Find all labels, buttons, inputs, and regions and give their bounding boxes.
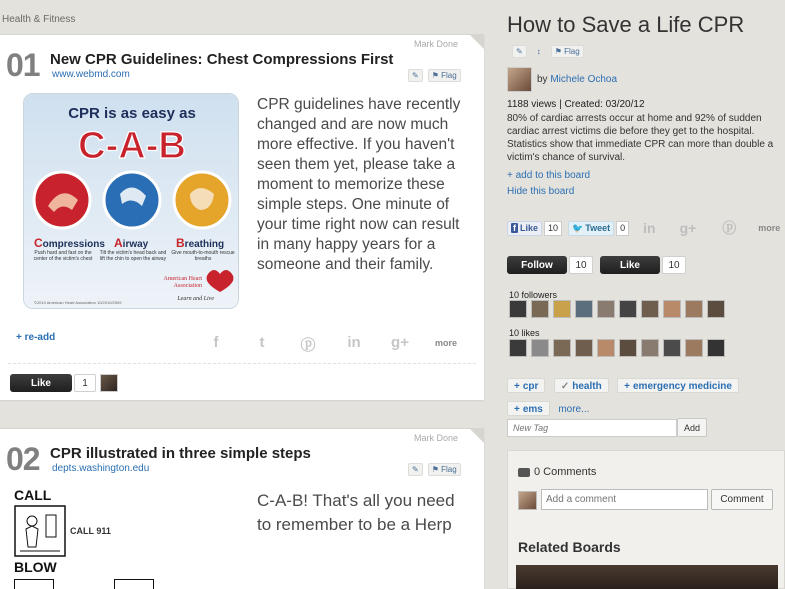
likes-label: 10 likes bbox=[509, 328, 540, 338]
twitter-bird-icon: 🐦 bbox=[572, 222, 584, 233]
card-description: CPR guidelines have recently changed and are now much more effective. If you haven't seen them yet, please take a moment to memorize these simple steps. One minute of your time right now can result in many happy years for a someone and their family. bbox=[257, 96, 461, 273]
follow-count: 10 bbox=[569, 256, 593, 274]
breathing-desc: Give mouth-to-mouth rescue breaths bbox=[171, 250, 235, 262]
board-description: 80% of cardiac arrests occur at home and 92% of sudden cardiac arrest victims die before they get to the hospital. Statistics show that immediate CPR can more than double a victim's chance of survival. bbox=[507, 113, 774, 163]
plus-icon: + bbox=[514, 381, 520, 392]
pinterest-icon[interactable]: ⓟ bbox=[300, 337, 316, 354]
flag-button[interactable] bbox=[428, 463, 461, 476]
board-like-count: 10 bbox=[662, 256, 686, 274]
facebook-like-button[interactable] bbox=[507, 221, 542, 236]
share-row bbox=[205, 334, 457, 352]
step-blow-row bbox=[14, 579, 234, 589]
board-share-more[interactable]: more bbox=[758, 223, 781, 233]
tweet-label: Tweet bbox=[585, 223, 611, 233]
card-number: 01 bbox=[6, 47, 40, 83]
liker-avatar[interactable] bbox=[575, 339, 593, 357]
corner-fold bbox=[470, 35, 484, 49]
breathing-label: Breathing bbox=[176, 236, 225, 250]
share-more-link[interactable]: more bbox=[435, 338, 458, 348]
cpr-infographic bbox=[24, 94, 239, 309]
board-meta: 1188 views | Created: 03/20/12 bbox=[507, 99, 645, 110]
tag-label: health bbox=[572, 381, 602, 392]
likers-avatars bbox=[509, 339, 725, 357]
reorder-icon[interactable]: ↕ bbox=[536, 47, 541, 56]
liker-avatar[interactable] bbox=[597, 339, 615, 357]
twitter-icon[interactable]: t bbox=[259, 334, 265, 351]
current-user-avatar bbox=[518, 491, 537, 510]
google-plus-icon[interactable]: g+ bbox=[679, 220, 697, 236]
pinterest-icon[interactable]: ⓟ bbox=[722, 220, 737, 236]
follower-avatar[interactable] bbox=[685, 300, 703, 318]
airway-desc: Tilt the victim's head back and lift the chin to open the airway bbox=[99, 250, 167, 262]
aha-name-1: American Heart bbox=[163, 276, 202, 282]
comment-button[interactable]: Comment bbox=[711, 489, 773, 510]
related-boards-title: Related Boards bbox=[518, 539, 621, 555]
card-source-link[interactable]: depts.washington.edu bbox=[52, 463, 150, 474]
readd-link[interactable]: + re-add bbox=[16, 332, 56, 343]
follow-button[interactable]: Follow bbox=[507, 256, 567, 274]
google-plus-icon[interactable]: g+ bbox=[391, 334, 409, 351]
follower-avatar[interactable] bbox=[641, 300, 659, 318]
board-title: How to Save a Life CPR bbox=[507, 12, 745, 37]
liker-avatar[interactable] bbox=[619, 339, 637, 357]
tweet-button[interactable] bbox=[568, 221, 614, 236]
aha-copyright: ©2010 American Heart Association 10/2010/2509 bbox=[34, 300, 122, 305]
author-avatar[interactable] bbox=[507, 67, 532, 92]
card-number: 02 bbox=[6, 441, 40, 477]
bookmark-card-1 bbox=[0, 34, 484, 400]
mark-done-button[interactable]: Mark Done bbox=[413, 39, 458, 49]
step-call: CALL bbox=[14, 487, 52, 503]
card-title[interactable]: New CPR Guidelines: Chest Compressions First bbox=[50, 51, 394, 68]
call-911-label: CALL 911 bbox=[70, 526, 111, 536]
flag-icon: ⚑ bbox=[431, 465, 439, 474]
flag-label: Flag bbox=[564, 47, 580, 56]
image-cab: C-A-B bbox=[78, 125, 186, 167]
liker-avatar[interactable] bbox=[509, 339, 527, 357]
facebook-icon: f bbox=[513, 223, 516, 233]
board-tags bbox=[507, 376, 777, 422]
edit-icon[interactable]: ✎ bbox=[512, 45, 527, 58]
tag-emergency-medicine[interactable] bbox=[617, 378, 739, 393]
add-tag-button[interactable]: Add bbox=[677, 418, 707, 437]
liker-avatar[interactable] bbox=[707, 339, 725, 357]
facebook-icon[interactable]: f bbox=[213, 334, 219, 351]
board-like-button[interactable]: Like bbox=[600, 256, 660, 274]
follower-avatar[interactable] bbox=[619, 300, 637, 318]
related-board-thumbnail[interactable] bbox=[516, 565, 778, 589]
card-source-link[interactable]: www.webmd.com bbox=[52, 69, 130, 80]
hide-board-link[interactable]: Hide this board bbox=[507, 186, 575, 197]
blow-illustration-2 bbox=[114, 579, 154, 589]
bookmark-card-2 bbox=[0, 428, 484, 589]
followers-avatars bbox=[509, 300, 725, 318]
followers-label: 10 followers bbox=[509, 290, 558, 300]
corner-fold bbox=[470, 429, 484, 443]
aha-tagline: Learn and Live bbox=[177, 296, 214, 302]
liker-avatar[interactable] bbox=[641, 339, 659, 357]
step-call-row bbox=[14, 505, 234, 557]
follower-avatar[interactable] bbox=[553, 300, 571, 318]
new-tag-input[interactable] bbox=[507, 419, 677, 437]
follower-avatar[interactable] bbox=[531, 300, 549, 318]
board-actions bbox=[512, 45, 584, 58]
card-actions bbox=[408, 69, 461, 82]
tweet-count: 0 bbox=[616, 221, 629, 236]
card-title[interactable]: CPR illustrated in three simple steps bbox=[50, 445, 311, 462]
breadcrumb[interactable]: Health & Fitness bbox=[2, 14, 76, 25]
add-to-board-link[interactable]: + add to this board bbox=[507, 170, 591, 181]
tag-ems[interactable] bbox=[507, 401, 550, 416]
fb-like-label: Like bbox=[520, 223, 539, 233]
like-button[interactable]: Like bbox=[10, 374, 72, 392]
fb-like-count: 10 bbox=[544, 221, 562, 236]
liker-avatar[interactable] bbox=[553, 339, 571, 357]
linkedin-icon[interactable]: in bbox=[347, 334, 361, 351]
plus-icon: + bbox=[624, 381, 630, 392]
follower-avatar[interactable] bbox=[597, 300, 615, 318]
call-illustration bbox=[14, 505, 66, 557]
liker-avatar[interactable] bbox=[531, 339, 549, 357]
edit-icon[interactable]: ✎ bbox=[408, 463, 423, 476]
cpr-cab-image[interactable] bbox=[23, 93, 239, 309]
liker-avatar[interactable] bbox=[100, 374, 118, 392]
comments-count: 0 Comments bbox=[534, 466, 597, 478]
blow-illustration-1 bbox=[14, 579, 54, 589]
follower-avatar[interactable] bbox=[575, 300, 593, 318]
image-headline: CPR is as easy as bbox=[68, 105, 196, 122]
divider bbox=[8, 363, 476, 364]
tag-label: cpr bbox=[522, 381, 539, 392]
by-label: by bbox=[537, 74, 548, 85]
like-count: 1 bbox=[74, 374, 96, 392]
comments-panel bbox=[507, 450, 785, 589]
plus-icon: + bbox=[514, 404, 520, 415]
flag-button[interactable] bbox=[551, 45, 584, 58]
cpr-steps-image[interactable] bbox=[14, 487, 234, 589]
follower-avatar[interactable] bbox=[707, 300, 725, 318]
follower-avatar[interactable] bbox=[663, 300, 681, 318]
liker-avatar[interactable] bbox=[685, 339, 703, 357]
tag-label: emergency medicine bbox=[633, 381, 732, 392]
flag-label: Flag bbox=[441, 71, 457, 80]
flag-icon: ⚑ bbox=[554, 47, 562, 56]
mark-done-button[interactable]: Mark Done bbox=[413, 433, 458, 443]
speech-bubble-icon bbox=[518, 468, 530, 477]
flag-label: Flag bbox=[441, 465, 457, 474]
edit-icon[interactable]: ✎ bbox=[408, 69, 423, 82]
tags-more-link[interactable]: more... bbox=[558, 404, 590, 415]
author-link[interactable]: Michele Ochoa bbox=[550, 74, 618, 85]
board-social-row bbox=[507, 218, 780, 238]
tag-health[interactable] bbox=[554, 378, 609, 393]
board-author bbox=[537, 74, 617, 85]
comments-header bbox=[518, 466, 596, 478]
step-blow: BLOW bbox=[14, 559, 57, 575]
follower-avatar[interactable] bbox=[509, 300, 527, 318]
check-icon: ✓ bbox=[560, 381, 570, 392]
comment-input[interactable] bbox=[541, 489, 708, 510]
flag-icon: ⚑ bbox=[431, 71, 439, 80]
flag-button[interactable] bbox=[428, 69, 461, 82]
tag-cpr[interactable] bbox=[507, 378, 545, 393]
card-actions bbox=[408, 463, 461, 476]
airway-label: Airway bbox=[114, 236, 149, 250]
liker-avatar[interactable] bbox=[663, 339, 681, 357]
tag-label: ems bbox=[522, 404, 543, 415]
card-description: C-A-B! That's all you need to remember to be a Herp bbox=[257, 491, 455, 534]
compressions-label: Compressions bbox=[34, 236, 105, 250]
aha-name-2: Association bbox=[173, 283, 202, 289]
compressions-desc: Push hard and fast on the center of the victim's chest bbox=[33, 250, 93, 262]
linkedin-icon[interactable]: in bbox=[643, 220, 656, 236]
